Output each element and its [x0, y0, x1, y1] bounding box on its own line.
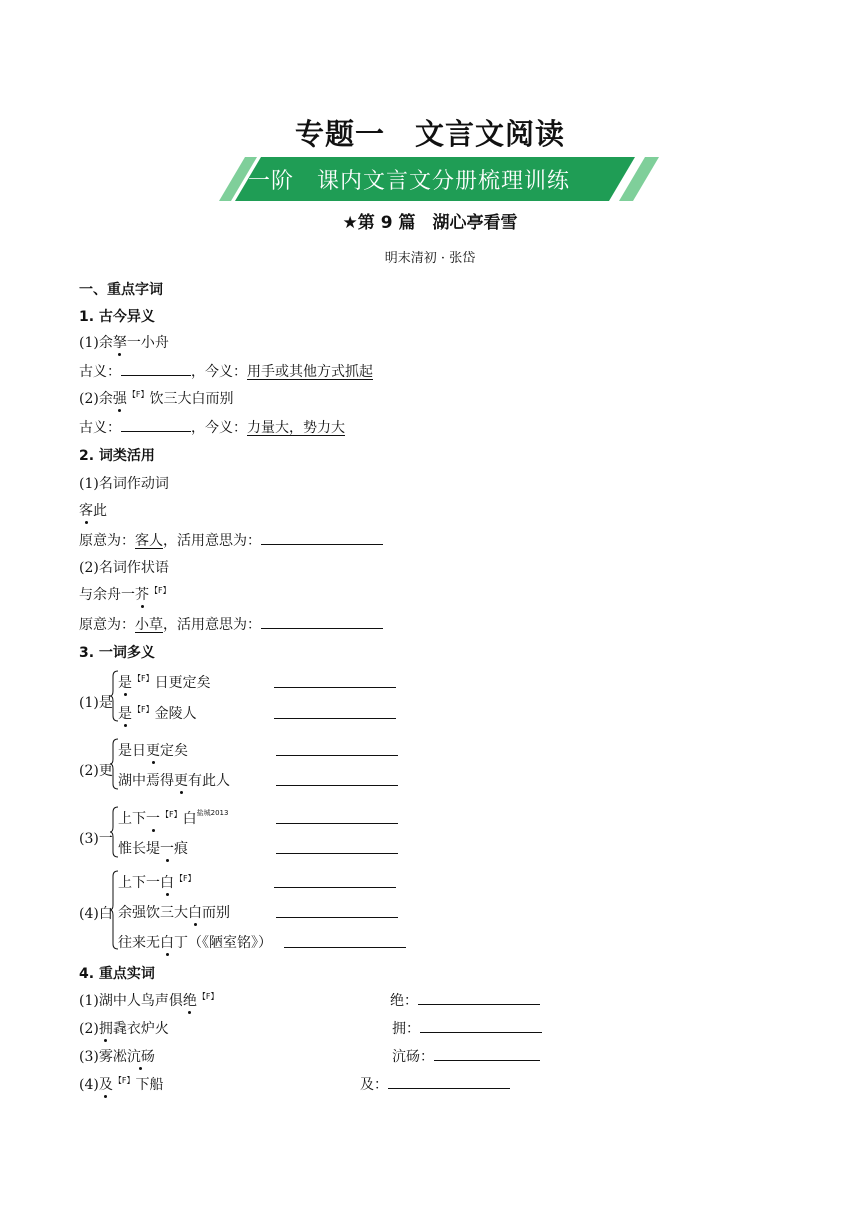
- page-title: 专题一 文言文阅读: [294, 117, 565, 151]
- key-word-answer: 绝：: [390, 990, 540, 1010]
- part2-item1-phrase: 客此: [79, 503, 107, 519]
- answer-blank[interactable]: [274, 687, 396, 688]
- article-title: ★第 9 篇 湖心亭看雪: [342, 213, 518, 233]
- part2-item1-type: (1)名词作动词: [79, 476, 169, 492]
- part2-heading: 2. 词类活用: [79, 448, 155, 464]
- key-word-sentence: (2)拥毳衣炉火: [79, 1021, 169, 1037]
- polysemy-label: (3)一: [79, 831, 113, 847]
- answer-blank[interactable]: [274, 887, 396, 888]
- section-heading: 一、重点字词: [79, 282, 163, 298]
- answer-blank[interactable]: [276, 917, 398, 918]
- answer-blank[interactable]: [418, 990, 540, 1005]
- part1-heading: 1. 古今异义: [79, 309, 155, 325]
- answer-blank[interactable]: [261, 530, 383, 545]
- polysemy-sentence: 往来无白丁（《陋室铭》）: [118, 935, 272, 951]
- polysemy-label: (1)是: [79, 695, 113, 711]
- polysemy-sentence: 上下一白$^{【F】}$: [118, 874, 196, 891]
- part2-item2-answer-line: 原意为：小草，活用意思为：: [79, 614, 383, 634]
- answer-blank[interactable]: [276, 785, 398, 786]
- polysemy-sentence: 是$^{【F】}$日更定矣: [118, 674, 211, 691]
- author-line: 明末清初 · 张岱: [384, 251, 476, 266]
- answer-blank[interactable]: [121, 417, 191, 432]
- answer-blank[interactable]: [284, 947, 406, 948]
- answer-blank[interactable]: [261, 614, 383, 629]
- key-word-sentence: (1)湖中人鸟声俱绝$^{【F】}$: [79, 992, 219, 1009]
- banner-text: 一阶 课内文言文分册梳理训练: [248, 169, 571, 194]
- polysemy-sentence: 余强饮三大白而别: [118, 905, 230, 921]
- key-word-sentence: (3)雾凇沆砀: [79, 1049, 155, 1065]
- part1-item2-answer-line: 古义： ，今义：力量大，势力大: [79, 417, 345, 437]
- part4-heading: 4. 重点实词: [79, 966, 155, 982]
- answer-blank[interactable]: [420, 1018, 542, 1033]
- key-word-answer: 及：: [360, 1074, 510, 1094]
- part2-item1-answer-line: 原意为：客人，活用意思为：: [79, 530, 383, 550]
- answer-blank[interactable]: [274, 718, 396, 719]
- key-word-sentence: (4)及$^{【F】}$下船: [79, 1076, 164, 1093]
- answer-blank[interactable]: [276, 755, 398, 756]
- key-word-answer: 拥：: [392, 1018, 542, 1038]
- polysemy-label: (2)更: [79, 763, 113, 779]
- answer-blank[interactable]: [276, 823, 398, 824]
- polysemy-sentence: 上下一$^{【F】}$白$^{盐城2013}$: [118, 809, 229, 827]
- part1-item2-sentence: (2)余强$^{【F】}$饮三大白而别: [79, 390, 234, 407]
- answer-blank[interactable]: [276, 853, 398, 854]
- part2-item2-phrase: 与余舟一芥$^{【F】}$: [79, 586, 171, 603]
- polysemy-sentence: 是日更定矣: [118, 743, 188, 759]
- answer-blank[interactable]: [434, 1046, 540, 1061]
- polysemy-sentence: 是$^{【F】}$金陵人: [118, 705, 197, 722]
- answer-blank[interactable]: [388, 1074, 510, 1089]
- key-word-answer: 沆砀：: [392, 1046, 540, 1066]
- polysemy-sentence: 惟长堤一痕: [118, 841, 188, 857]
- part2-item2-type: (2)名词作状语: [79, 560, 169, 576]
- answer-blank[interactable]: [121, 361, 191, 376]
- polysemy-sentence: 湖中焉得更有此人: [118, 773, 230, 789]
- part1-item1-answer-line: 古义： ，今义：用手或其他方式抓起: [79, 361, 373, 381]
- part1-item1-sentence: (1)余拏一小舟: [79, 335, 169, 351]
- polysemy-label: (4)白: [79, 906, 113, 922]
- part3-heading: 3. 一词多义: [79, 645, 155, 661]
